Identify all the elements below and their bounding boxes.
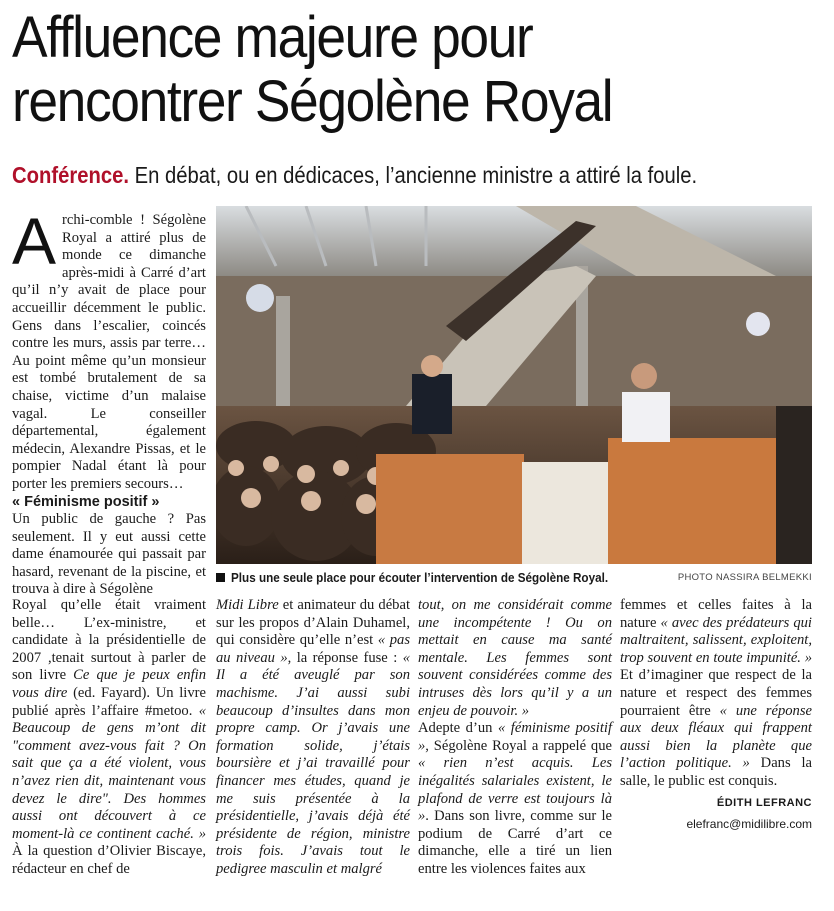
paragraph-nature bbox=[620, 597, 812, 791]
article-column-4 bbox=[620, 597, 812, 834]
article-column-2 bbox=[216, 597, 410, 879]
paragraph-public: Un public de gauche ? Pas seulement. Il y eut aussi cette dame énamourée qui passait par hasard, revenant de la piscine, et trouva à dire à Ségolène bbox=[12, 511, 206, 598]
photo-illustration bbox=[216, 206, 812, 564]
nature-text-a: femmes et celles faites à la nature bbox=[620, 597, 812, 631]
feminisme-text-a: Adepte d’un bbox=[418, 720, 498, 737]
subheading: « Féminisme positif » bbox=[12, 493, 160, 510]
quote-machisme: « Il a été aveuglé par son machisme. J’ai aussi subi beaucoup d’insultes dans mon propre camp. Or j’avais une formation solide, j’étais boursière et j’ai travaillé pour financer mes études, quand je me suis présentée à la présidentielle, j’avais déjà été présidente de région, ministre trois fois. J’avais tout le pedigree masculin et malgré bbox=[216, 649, 410, 877]
paragraph-feminisme bbox=[418, 720, 612, 878]
paragraph-duhamel bbox=[216, 597, 410, 879]
deck-text: En débat, ou en dédicaces, l’ancienne ministre a attiré la foule. bbox=[128, 162, 698, 188]
drop-cap: A bbox=[12, 204, 57, 278]
author-email: elefranc@midilibre.com bbox=[686, 817, 812, 832]
nature-text-b: Et d’imaginer que respect de la nature et respect des femmes pourraient être bbox=[620, 667, 812, 719]
intro-text: rchi-comble ! Ségolène Royal a attiré plus de monde ce dimanche après-midi à Carré d’art qu’il n’y avait de place pour accueillir décemment le public. Gens dans l’escalier, coincés contre les murs, assis par terre… Au point même qu’un monsieur est tombé brutalement de sa chaise, victime d’un malaise vagal. Le conseiller départemental, également médecin, Alexandre Pissas, et le pompier Nadal étant là pour porter les premiers secours… bbox=[12, 212, 206, 492]
nature-text-c: Dans la salle, le public est conquis. bbox=[620, 755, 812, 789]
photo-caption bbox=[216, 570, 812, 588]
caption-square-bullet bbox=[216, 573, 225, 582]
paragraph-book bbox=[12, 597, 206, 879]
quote-incompetente: tout, on me considérait comme une incompétente ! Ou on mettait en cause ma santé mentale. Les femmes sont souvent considérées comme des intruses dès lors qu’il y a un enjeu de pouvoir. » bbox=[418, 597, 612, 719]
quote-predateurs: « avec des prédateurs qui maltraitent, salissent, exploitent, trop souvent en toute impunité. » bbox=[620, 614, 812, 666]
quote-fleaux: « une réponse aux deux fléaux qui frappent aussi bien la planète que l’action politique. » bbox=[620, 702, 813, 772]
book-text-a: Royal qu’elle était vraiment belle… L’ex-ministre, et candidate à la présidentielle de 2007 ,tenait surtout à parler de son livre bbox=[12, 597, 206, 684]
quote-feminisme-positif: « féminisme positif » bbox=[418, 720, 612, 754]
article-column-1 bbox=[12, 204, 206, 599]
deck-kicker: Conférence. bbox=[12, 162, 129, 188]
feminisme-text-c: . Dans son livre, comme sur le podium de Carré d’art ce dimanche, elle a tiré un lien entre les violences faites aux bbox=[418, 808, 612, 877]
book-text-c: À la question d’Olivier Biscaye, rédacteur en chef de bbox=[12, 843, 206, 877]
headline-line-1: Affluence majeure pour bbox=[12, 5, 533, 70]
quote-rien-acquis: « rien n’est acquis. Les inégalités salariales existent, le plafond de verre est toujours là » bbox=[418, 755, 612, 825]
headline-line-2: rencontrer Ségolène Royal bbox=[12, 69, 613, 134]
photo-credit: PHOTO NASSIRA BELMEKKI bbox=[677, 572, 812, 583]
duhamel-text: et animateur du débat sur les propos d’Alain Duhamel, qui considère qu’elle n’est bbox=[216, 597, 410, 649]
quote-niveau: « pas au niveau » bbox=[216, 632, 411, 666]
deck bbox=[12, 160, 729, 190]
book-text-b: (ed. Fayard). Un livre publié après l’affaire #metoo. bbox=[12, 684, 206, 719]
paragraph-quote-end bbox=[418, 597, 612, 720]
paragraph-intro bbox=[12, 204, 206, 494]
newspaper-name: Midi Libre bbox=[216, 597, 279, 613]
event-photo bbox=[216, 206, 812, 564]
caption-text: Plus une seule place pour écouter l’intervention de Ségolène Royal. bbox=[231, 570, 609, 585]
reponse-text: , la réponse fuse : bbox=[287, 649, 403, 666]
author-byline: ÉDITH LEFRANC bbox=[716, 796, 812, 809]
feminisme-text-b: , Ségolène Royal a rappelé que bbox=[425, 737, 612, 754]
quote-metoo: « Beaucoup de gens m’ont dit "comment avez-vous fait ? On sait que ça a été violent, vous n’avez rien dit, maintenant vous devez le dire". Des hommes aussi ont découvert à ce moment-là ce continent caché. » bbox=[12, 702, 206, 842]
article-column-1-continued bbox=[12, 597, 206, 879]
headline bbox=[12, 6, 762, 134]
article-column-3 bbox=[418, 597, 612, 879]
book-title: Ce que je peux enfin vous dire bbox=[12, 667, 206, 701]
